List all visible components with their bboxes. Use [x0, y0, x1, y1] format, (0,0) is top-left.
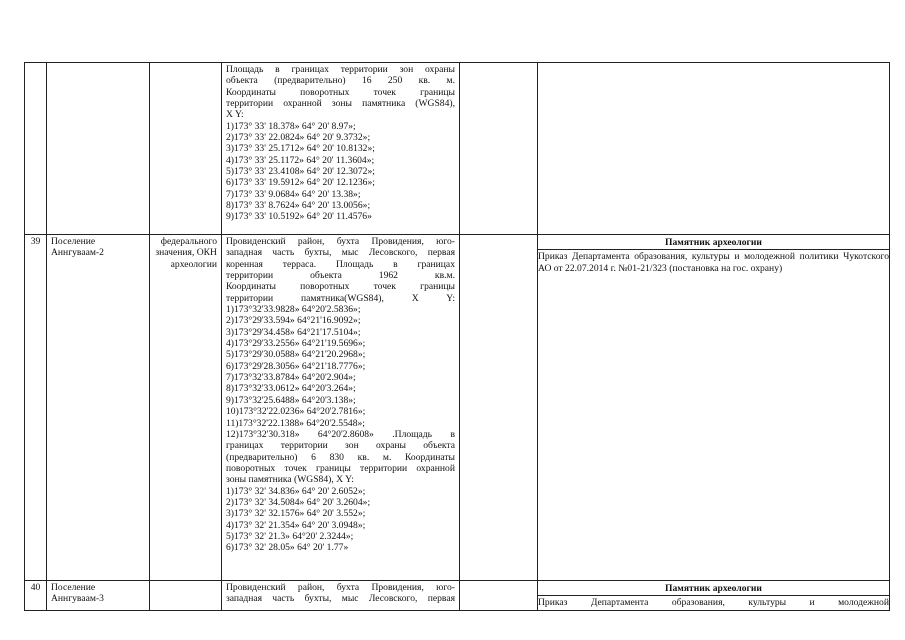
- coordinate-line: 10)173°32'22.0236» 64°20'2.7816»;: [226, 406, 366, 418]
- section-heading: Памятник археологии: [665, 583, 762, 594]
- empty-cell: [460, 581, 538, 611]
- coordinate-line: 9)173°32'25.6488» 64°20'3.138»;: [226, 394, 356, 406]
- object-name: Поселение Аннгуваам-2: [47, 235, 150, 581]
- description-line: поворотных точек границы территории охранной: [226, 462, 455, 474]
- coordinate-line: 3)173°29'34.458» 64°21'17.5104»;: [226, 326, 361, 338]
- coordinate-line: 5)173° 32' 21.3» 64°20' 2.3244»;: [226, 530, 354, 542]
- object-category: [150, 581, 222, 611]
- empty-cell: [538, 63, 890, 235]
- coordinate-line: 1)173° 33' 18.378» 64° 20' 8.97»;: [226, 120, 356, 132]
- coordinate-line: 11)173°32'22.1388» 64°20'2.5548»;: [226, 417, 365, 429]
- description-line: западная часть бухты, мыс Лесовского, первая: [226, 593, 455, 605]
- protection-document: Приказ Департамента образования, культуры и молодежной: [538, 595, 890, 609]
- coordinate-line: 9)173° 33' 10.5192» 64° 20' 11.4576»: [226, 211, 372, 223]
- row-number: 40: [25, 581, 47, 611]
- coordinate-line: 6)173° 33' 19.5912» 64° 20' 12.1236»;: [226, 177, 375, 189]
- description-line: X Y:: [226, 109, 244, 121]
- register-table: [24, 62, 890, 611]
- description-line: западная часть бухты, мыс Лесовского, первая: [226, 247, 455, 259]
- object-name: [47, 63, 150, 235]
- object-category: федерального значения, ОКН археологии: [150, 235, 222, 581]
- description-line: Координаты поворотных точек границы: [226, 86, 455, 98]
- empty-cell: [460, 235, 538, 581]
- coordinate-line: 6)173°29'28.3056» 64°21'18.7776»;: [226, 360, 366, 372]
- description-line: (предварительно) 6 830 кв. м. Координаты: [226, 451, 455, 463]
- coordinate-line: 2)173°29'33.594» 64°21'16.9092»;: [226, 315, 361, 327]
- coordinate-line: 1)173°32'33.9828» 64°20'2.5836»;: [226, 304, 361, 316]
- coordinate-line: 3)173° 33' 25.1712» 64° 20' 10.8132»;: [226, 143, 375, 155]
- description-line: коренная терраса. Площадь в границах: [226, 258, 455, 270]
- description-line: Провиденский район, бухта Провидения, юго-: [226, 582, 455, 593]
- description-line: объекта (предварительно) 16 250 кв. м.: [226, 75, 455, 87]
- coordinate-line: 4)173°29'33.2556» 64°21'19.5696»;: [226, 338, 366, 350]
- description-line: территории охранной зоны памятника (WGS84),: [226, 98, 455, 110]
- object-name: Поселение Аннгуваам-3: [47, 581, 150, 611]
- description-line: Провиденский район, бухта Провидения, юго-: [226, 236, 455, 247]
- coordinate-line: 6)173° 32' 28.05» 64° 20' 1.77»: [226, 542, 349, 554]
- description-line: границах территории зон охраны объекта: [226, 440, 455, 452]
- coordinate-line: 8)173°32'33.0612» 64°20'3.264»;: [226, 383, 356, 395]
- coordinate-line: 8)173° 33' 8.7624» 64° 20' 13.0056»;: [226, 200, 371, 212]
- coordinate-line: 5)173° 33' 23.4108» 64° 20' 12.3072»;: [226, 166, 375, 178]
- row-number: 39: [25, 235, 47, 581]
- protection-status-cell: [538, 235, 890, 581]
- row-number: [25, 63, 47, 235]
- coordinate-line: 2)173° 33' 22.0824» 64° 20' 9.3732»;: [226, 132, 371, 144]
- description-line: зоны памятника (WGS84), X Y:: [226, 474, 354, 486]
- table-row-39: [25, 235, 890, 581]
- description-line: 12)173°32'30.318» 64°20'2.8608» .Площадь в: [226, 428, 455, 440]
- coordinate-line: 4)173° 33' 25.1172» 64° 20' 11.3604»;: [226, 154, 375, 166]
- section-heading: Памятник археологии: [665, 237, 762, 248]
- object-description: [222, 581, 460, 611]
- object-category: [150, 63, 222, 235]
- coordinate-line: 7)173° 33' 9.0684» 64° 20' 13.38»;: [226, 188, 361, 200]
- coordinate-line: 7)173°32'33.8784» 64°20'2.904»;: [226, 372, 356, 384]
- object-description: [222, 235, 460, 581]
- description-line: Площадь в границах территории зон охраны: [226, 64, 455, 75]
- protection-status-cell: [538, 581, 890, 611]
- coordinate-line: 5)173°29'30.0588» 64°21'20.2968»;: [226, 349, 366, 361]
- coordinate-line: 2)173° 32' 34.5084» 64° 20' 3.2604»;: [226, 496, 371, 508]
- description-line: территории памятника(WGS84), X Y:: [226, 292, 455, 304]
- coordinate-line: 3)173° 32' 32.1576» 64° 20' 3.552»;: [226, 508, 366, 520]
- description-line: Координаты поворотных точек границы: [226, 281, 455, 293]
- table-row-continuation: [25, 63, 890, 235]
- empty-cell: [460, 63, 538, 235]
- coordinate-line: 1)173° 32' 34.836» 64° 20' 2.6052»;: [226, 485, 366, 497]
- coordinate-line: 4)173° 32' 21.354» 64° 20' 3.0948»;: [226, 519, 366, 531]
- table-row-40: [25, 581, 890, 611]
- object-description: [222, 63, 460, 235]
- protection-document: Приказ Департамента образования, культуры и молодежной политики Чукотского АО от 22.07.2014 г. №01-21/323 (постановка на гос. охрану): [538, 249, 890, 275]
- description-line: территории объекта 1962 кв.м.: [226, 270, 455, 282]
